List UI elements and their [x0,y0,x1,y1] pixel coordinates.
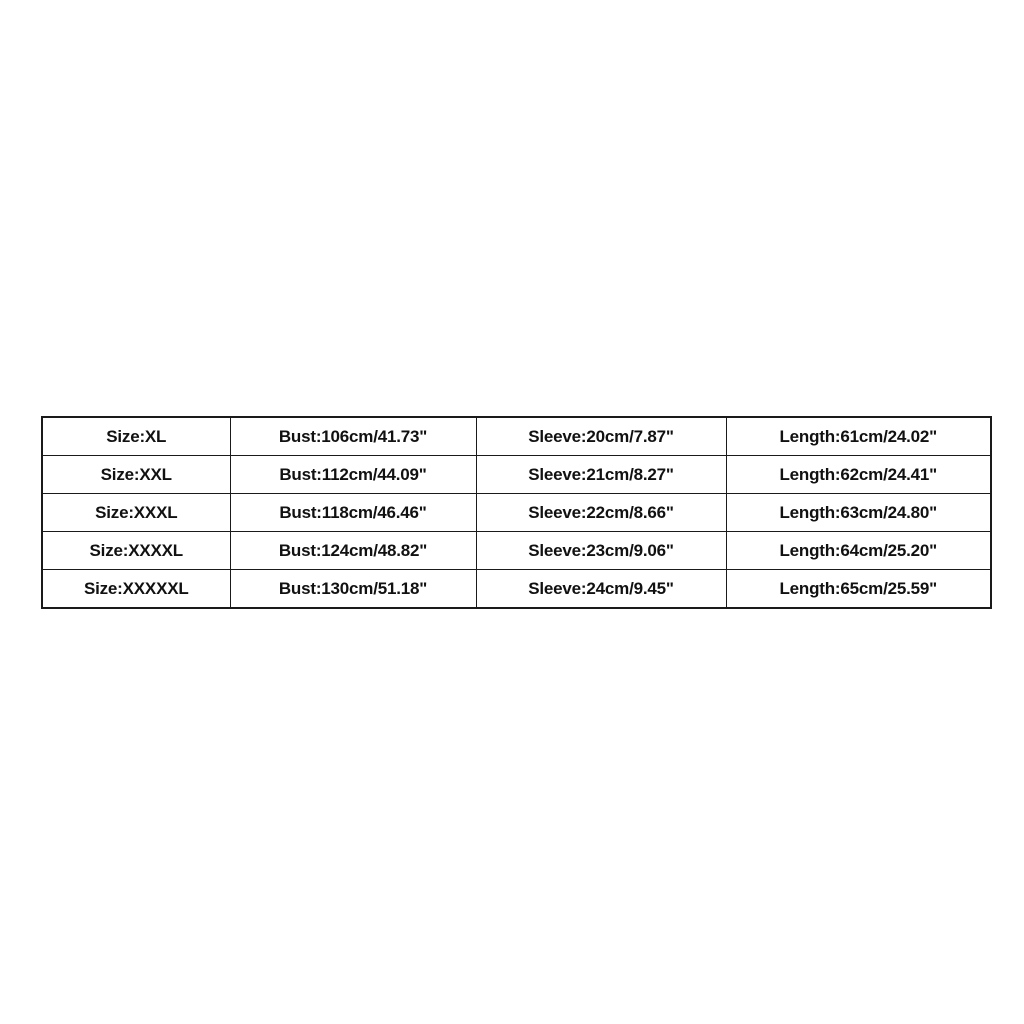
length-cell: Length:63cm/24.80" [726,494,991,532]
size-cell: Size:XXXL [42,494,230,532]
table-row [42,532,991,570]
bust-cell: Bust:118cm/46.46" [230,494,476,532]
bust-cell: Bust:130cm/51.18" [230,570,476,609]
sleeve-cell: Sleeve:24cm/9.45" [476,570,726,609]
size-cell: Size:XXL [42,456,230,494]
length-cell: Length:62cm/24.41" [726,456,991,494]
sleeve-cell: Sleeve:21cm/8.27" [476,456,726,494]
sleeve-cell: Sleeve:22cm/8.66" [476,494,726,532]
size-cell: Size:XXXXXL [42,570,230,609]
size-cell: Size:XXXXL [42,532,230,570]
table-row [42,494,991,532]
bust-cell: Bust:124cm/48.82" [230,532,476,570]
length-cell: Length:64cm/25.20" [726,532,991,570]
table-row [42,417,991,456]
size-chart-table [41,416,992,609]
table-row [42,570,991,609]
table-row [42,456,991,494]
length-cell: Length:61cm/24.02" [726,417,991,456]
sleeve-cell: Sleeve:23cm/9.06" [476,532,726,570]
size-cell: Size:XL [42,417,230,456]
length-cell: Length:65cm/25.59" [726,570,991,609]
bust-cell: Bust:106cm/41.73" [230,417,476,456]
bust-cell: Bust:112cm/44.09" [230,456,476,494]
sleeve-cell: Sleeve:20cm/7.87" [476,417,726,456]
